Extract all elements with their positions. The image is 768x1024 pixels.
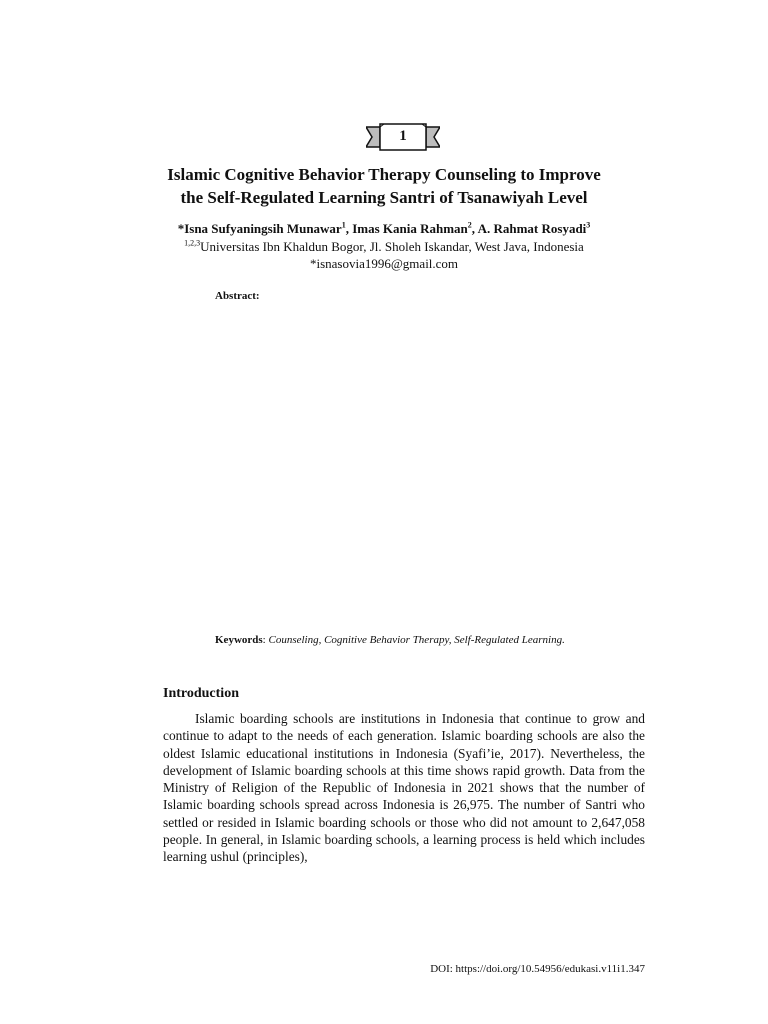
author-list	[110, 221, 658, 237]
author-1-name: Isna Sufyaningsih Munawar	[184, 221, 342, 236]
author-2-sep: ,	[471, 221, 478, 236]
author-3-sup: 3	[586, 220, 591, 230]
affiliation-sup: 1,2,3	[184, 238, 201, 248]
title-line-2: the Self-Regulated Learning Santri of Tsanawiyah Level	[180, 188, 588, 207]
author-3-name: A. Rahmat Rosyadi	[477, 221, 587, 236]
author-2-name: Imas Kania Rahman	[352, 221, 468, 236]
keywords-colon: :	[262, 634, 269, 646]
author-1-prefix: *	[177, 221, 185, 236]
author-1-sup: 1	[341, 220, 346, 230]
affiliation-text: Universitas Ibn Khaldun Bogor, Jl. Sholeh Iskandar, West Java, Indonesia	[200, 239, 584, 254]
keywords-block	[215, 632, 593, 648]
abstract-label: Abstract:	[215, 290, 260, 302]
affiliation	[110, 239, 658, 255]
corresponding-email: *isnasovia1996@gmail.com	[309, 256, 459, 271]
doi-footer: DOI: https://doi.org/10.54956/edukasi.v11i1.347	[430, 963, 645, 975]
author-1-sep: ,	[345, 221, 353, 236]
page-number-ribbon	[366, 122, 440, 152]
keywords-text: Counseling, Cognitive Behavior Therapy, Self-Regulated Learning.	[268, 634, 565, 646]
introduction-paragraph: Islamic boarding schools are institutions in Indonesia that continue to grow and continue to adapt to the needs of each generation. Islamic boarding schools are also the oldest Islamic educational institutions in Indonesia (Syafi’ie, 2017). Nevertheless, the development of Islamic boarding schools at this time shows rapid growth. Data from the Ministry of Religion of the Republic of Indonesia in 2021 shows that the number of Islamic boarding schools spread across Indonesia is 26,975. The number of Santri who settled or resided in Islamic boarding schools or those who did not amount to 2,647,058 people. In general, in Islamic boarding schools, a learning process is held which includes learning ushul (principles),	[163, 711, 645, 865]
introduction-heading: Introduction	[163, 686, 239, 701]
keywords-label: Keywords	[215, 634, 263, 646]
author-2-sup: 2	[467, 220, 472, 230]
paper-title	[120, 163, 648, 209]
title-line-1: Islamic Cognitive Behavior Therapy Counseling to Improve	[167, 165, 601, 184]
page-number: 1	[399, 128, 407, 144]
